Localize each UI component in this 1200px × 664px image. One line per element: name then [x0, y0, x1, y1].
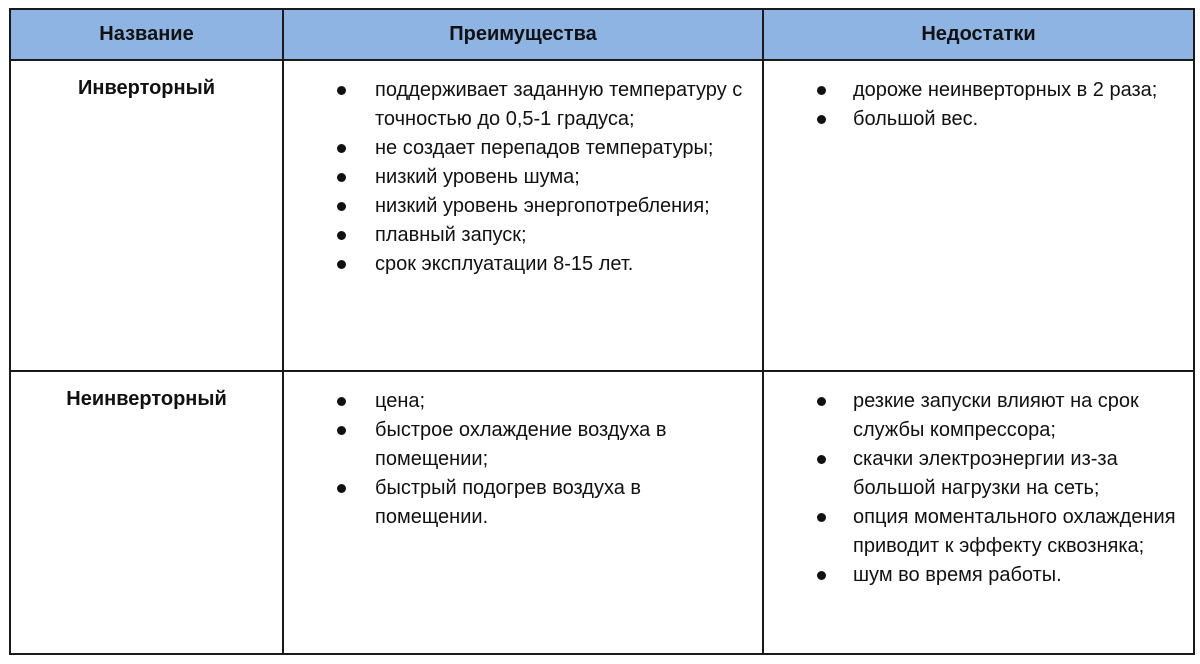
bullet-icon: [337, 260, 346, 269]
bullet-icon: [337, 144, 346, 153]
header-disadvantages: Недостатки: [763, 9, 1194, 60]
bullet-icon: [817, 397, 826, 406]
list-item: цена;: [284, 387, 752, 416]
bullet-icon: [817, 571, 826, 580]
header-advantages: Преимущества: [283, 9, 763, 60]
list-item: быстрое охлаждение воздуха в помещении;: [284, 416, 752, 474]
disadvantages-cell: [763, 371, 1194, 654]
disadvantages-list: [764, 387, 1183, 590]
bullet-icon: [337, 426, 346, 435]
comparison-table: [9, 8, 1195, 655]
bullet-icon: [817, 455, 826, 464]
bullet-icon: [817, 86, 826, 95]
list-item: низкий уровень шума;: [284, 163, 752, 192]
list-item: дороже неинверторных в 2 раза;: [764, 76, 1183, 105]
list-item: низкий уровень энергопотребления;: [284, 192, 752, 221]
advantages-cell: [283, 371, 763, 654]
advantages-cell: [283, 60, 763, 371]
list-item: быстрый подогрев воздуха в помещении.: [284, 474, 752, 532]
list-item: шум во время работы.: [764, 561, 1183, 590]
bullet-icon: [817, 115, 826, 124]
list-item: срок эксплуатации 8-15 лет.: [284, 250, 752, 279]
bullet-icon: [337, 397, 346, 406]
header-row: [10, 9, 1194, 60]
list-item: поддерживает заданную температуру с точностью до 0,5-1 градуса;: [284, 76, 752, 134]
list-item: скачки электроэнергии из-за большой нагрузки на сеть;: [764, 445, 1183, 503]
list-item: плавный запуск;: [284, 221, 752, 250]
table-row: [10, 60, 1194, 371]
list-item: большой вес.: [764, 105, 1183, 134]
bullet-icon: [337, 202, 346, 211]
row-name-cell: Инверторный: [10, 60, 283, 371]
bullet-icon: [817, 513, 826, 522]
advantages-list: [284, 387, 752, 532]
bullet-icon: [337, 86, 346, 95]
header-name: Название: [10, 9, 283, 60]
list-item: не создает перепадов температуры;: [284, 134, 752, 163]
row-name-cell: Неинверторный: [10, 371, 283, 654]
advantages-list: [284, 76, 752, 279]
disadvantages-list: [764, 76, 1183, 134]
bullet-icon: [337, 173, 346, 182]
bullet-icon: [337, 231, 346, 240]
bullet-icon: [337, 484, 346, 493]
list-item: опция моментального охлаждения приводит к эффекту сквозняка;: [764, 503, 1183, 561]
table-row: [10, 371, 1194, 654]
list-item: резкие запуски влияют на срок службы компрессора;: [764, 387, 1183, 445]
disadvantages-cell: [763, 60, 1194, 371]
